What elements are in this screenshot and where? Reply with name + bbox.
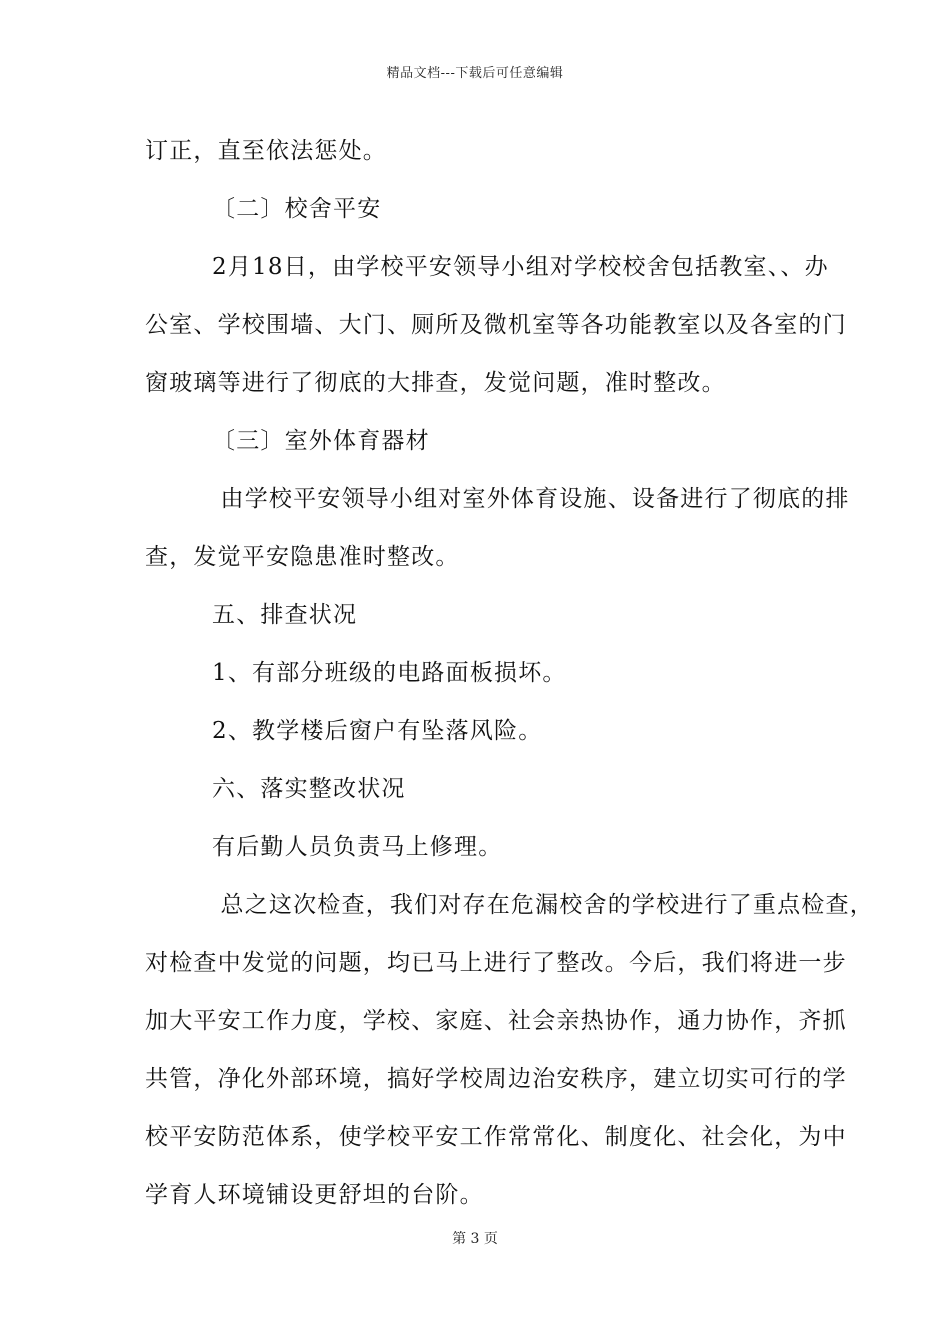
text-line: 由学校平安领导小组对室外体育设施、设备进行了彻底的排 (212, 486, 850, 512)
text-line: 学育人环境铺设更舒坦的台阶。 (145, 1182, 484, 1208)
text-line: 订正，直至依法惩处。 (145, 138, 387, 164)
section-heading: 五、排查状况 (212, 602, 358, 628)
text-line: 加大平安工作力度，学校、家庭、社会亲热协作，通力协作，齐抓 (145, 1008, 847, 1034)
section-heading: 〔三〕室外体育器材 (212, 428, 430, 454)
document-body (145, 122, 874, 1224)
list-item: 2、教学楼后窗户有坠落风险。 (212, 718, 543, 744)
text-line: 共管，净化外部环境，搞好学校周边治安秩序，建立切实可行的学 (145, 1066, 847, 1092)
text-line: 对检查中发觉的问题，均已马上进行了整改。今后，我们将进一步 (145, 950, 847, 976)
text-line: 总之这次检查，我们对存在危漏校舍的学校进行了重点检查， (212, 892, 874, 918)
text-line: 校平安防范体系，使学校平安工作常常化、制度化、社会化，为中 (145, 1124, 847, 1150)
text-line: 2月18日，由学校平安领导小组对学校校舍包括教室、、办 (212, 254, 829, 280)
text-line: 窗玻璃等进行了彻底的大排查，发觉问题，准时整改。 (145, 370, 726, 396)
list-item: 1、有部分班级的电路面板损坏。 (212, 660, 567, 686)
section-heading: 〔二〕校舍平安 (212, 196, 382, 222)
text-line: 公室、学校围墙、大门、厕所及微机室等各功能教室以及各室的门 (145, 312, 847, 338)
page-number: 第 3 页 (452, 1231, 498, 1247)
section-heading: 六、落实整改状况 (212, 776, 406, 802)
text-line: 有后勤人员负责马上修理。 (212, 834, 503, 860)
page-header: 精品文档---下载后可任意编辑 (386, 66, 564, 81)
text-line: 查，发觉平安隐患准时整改。 (145, 544, 460, 570)
